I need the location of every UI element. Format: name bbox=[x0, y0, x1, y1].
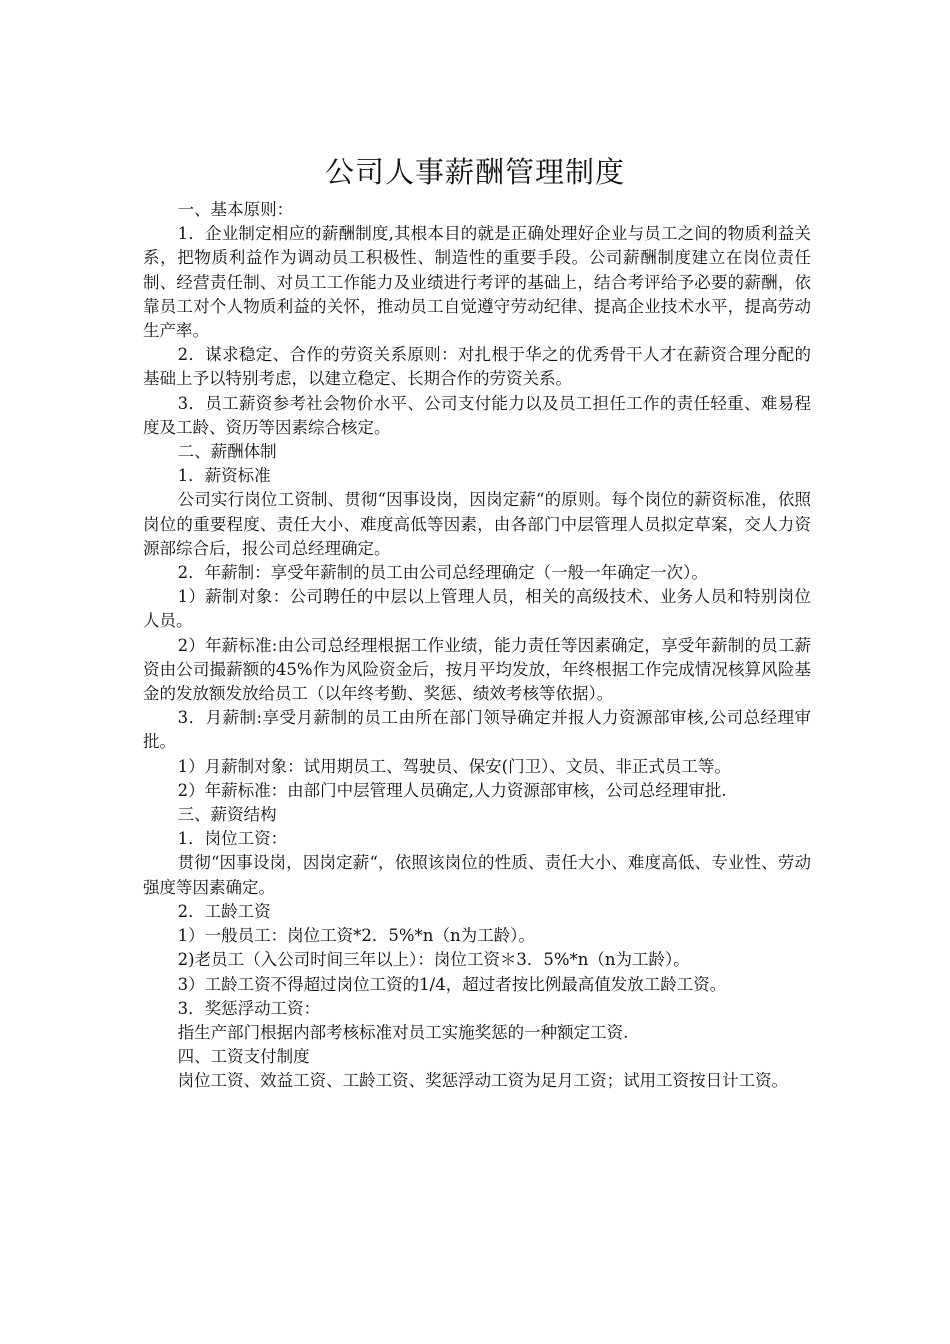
section-heading-basic-principles: 一、基本原则： bbox=[177, 200, 294, 219]
paragraph-annual-salary: 2．年薪制：享受年薪制的员工由公司总经理确定（一般一年确定一次）。 bbox=[177, 563, 708, 583]
paragraph-seniority-general: 1）一般员工：岗位工资*2．5%*n（n为工龄）。 bbox=[177, 926, 535, 946]
document-body bbox=[143, 198, 811, 1094]
paragraph-principle-3: 3．员工薪资参考社会物价水平、公司支付能力以及员工担任工作的责任轻重、难易程度及工龄、资历等因素综合核定。 bbox=[143, 393, 811, 437]
paragraph-annual-salary-target: 1）薪制对象：公司聘任的中层以上管理人员，相关的高级技术、业务人员和特别岗位人员。 bbox=[143, 587, 811, 631]
paragraph-annual-salary-standard: 2）年薪标准:由公司总经理根据工作业绩，能力责任等因素确定，享受年薪制的员工薪资由公司撮薪额的45%作为风险资金后，按月平均发放，年终根据工作完成情况核算风险基金的发放额发放给员工（以年终考勤、奖惩、绩效考核等依据）。 bbox=[143, 635, 811, 704]
section-heading-payment: 四、工资支付制度 bbox=[177, 1047, 310, 1067]
paragraph-payment: 岗位工资、效益工资、工龄工资、奖惩浮动工资为足月工资；试用工资按日计工资。 bbox=[177, 1071, 789, 1091]
paragraph-monthly-salary: 3．月薪制:享受月薪制的员工由所在部门领导确定并报人力资源部审核,公司总经理审批。 bbox=[143, 708, 811, 752]
document-title: 公司人事薪酬管理制度 bbox=[324, 155, 625, 189]
paragraph-principle-1: 1．企业制定相应的薪酬制度,其根本目的就是正确处理好企业与员工之间的物质利益关系，把物质利益作为调动员工积极性、制造性的重要手段。公司薪酬制度建立在岗位责任制、经营责任制、对员工工作能力及业绩进行考评的基础上，结合考评给予必要的薪酬，依靠员工对个人物质利益的关怀，推动员工自觉遵守劳动纪律、提高企业技术水平，提高劳动生产率。 bbox=[143, 224, 811, 341]
paragraph-seniority-cap: 3）工龄工资不得超过岗位工资的1/4，超过者按比例最高值发放工龄工资。 bbox=[177, 974, 727, 994]
paragraph-seniority-senior: 2)老员工（入公司时间三年以上）：岗位工资＊3．5%*n（n为工龄）。 bbox=[177, 950, 690, 970]
subheading-seniority-wage: 2．工龄工资 bbox=[177, 901, 271, 921]
paragraph-position-wage: 贯彻“因事设岗，因岗定薪“，依照该岗位的性质、责任大小、难度高低、专业性、劳动强度等因素确定。 bbox=[143, 853, 811, 897]
subheading-position-wage: 1．岗位工资： bbox=[177, 829, 288, 849]
paragraph-floating-wage: 指生产部门根据内部考核标准对员工实施奖惩的一种额定工资. bbox=[177, 1022, 629, 1042]
paragraph-monthly-salary-standard: 2）年薪标准：由部门中层管理人员确定,人力资源部审核，公司总经理审批. bbox=[177, 780, 727, 800]
subheading-floating-wage: 3．奖惩浮动工资： bbox=[177, 998, 321, 1018]
section-heading-salary-structure: 三、薪资结构 bbox=[177, 805, 277, 825]
paragraph-monthly-salary-target: 1）月薪制对象：试用期员工、驾驶员、保安(门卫）、文员、非正式员工等。 bbox=[177, 756, 731, 776]
paragraph-principle-2: 2．谋求稳定、合作的劳资关系原则：对扎根于华之的优秀骨干人才在薪资合理分配的基础上予以特别考虑，以建立稳定、长期合作的劳资关系。 bbox=[143, 345, 811, 389]
paragraph-salary-standard: 公司实行岗位工资制、贯彻“因事设岗，因岗定薪“的原则。每个岗位的薪资标准，依照岗位的重要程度、责任大小、难度高低等因素，由各部门中层管理人员拟定草案，交人力资源部综合后，报公司总经理确定。 bbox=[143, 490, 811, 558]
subheading-salary-standard: 1．薪资标准 bbox=[177, 466, 271, 486]
section-heading-salary-system: 二、薪酬体制 bbox=[177, 442, 277, 462]
